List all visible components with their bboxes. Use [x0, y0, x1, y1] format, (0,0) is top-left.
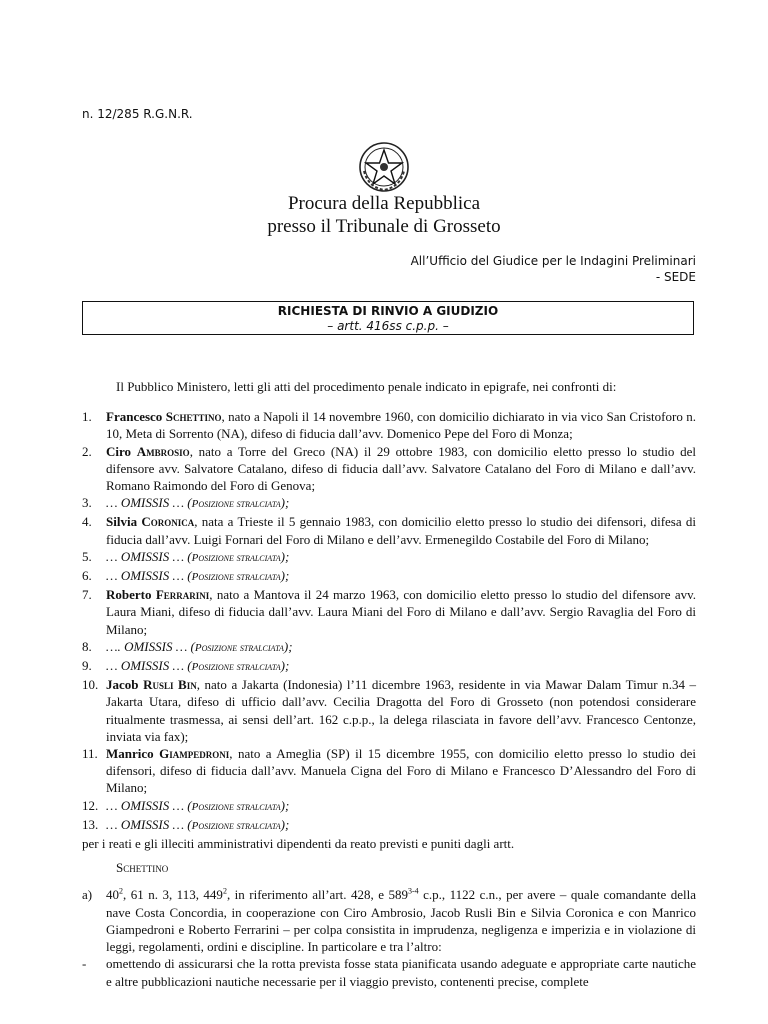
list-item: 11. Manrico Giampedroni, nato a Ameglia (SP) il 15 dicembre 1955, con domicilio eletto presso lo studio dei difensori, difeso di fiducia dall’avv. Manuela Cigna del Foro di Milano e Francesco D’Alessandro del Foro di Milano;	[82, 746, 697, 796]
list-item: 8. …. OMISSIS … (Posizione stralciata);	[82, 638, 293, 654]
document-body	[82, 378, 696, 990]
after-list-paragraph: per i reati e gli illeciti amministrativi dipendenti da reato previsti e puniti dagli artt.	[82, 836, 515, 852]
addressee-line-2: - SEDE	[655, 270, 696, 284]
addressee-line-1: All’Ufficio del Giudice per le Indagini Preliminari	[410, 254, 696, 268]
list-item: 4. Silvia Coronica, nata a Trieste il 5 gennaio 1983, con domicilio eletto presso lo studio dei difensori, difesa di fiducia dall’avv. Luigi Fornari del Foro di Milano e dell’avv. Ermenegildo Costabile del Foro di Milano;	[82, 514, 696, 547]
list-item: 5. … OMISSIS … (Posizione stralciata);	[82, 548, 290, 564]
charge-dash-item: - omettendo di assicurarsi che la rotta prevista fosse stata pianificata usando adeguate e appropriate carte nautiche e altre pubblicazioni nautiche necessarie per il viaggio previsto, contenenti precise, complete	[82, 956, 696, 989]
charge-a: a) $40^2$, 61 n. 3, 113, $449^2$, in riferimento all’art. 428, e 589$^{3-4}$ c.p., 1122 c.n., per avere – quale comandante della nave Costa Concordia, in cooperazione con Ciro Ambrosio, Jacob Rusli Bin e Silvia Coronica e con Manrico Giampedroni e Roberto Ferrarini – per colpa consistita in imprudenza, negligenza e imperizia e in violazione di leggi, regolamenti, ordini e discipline. In particolare e tra l’altro:	[82, 887, 697, 955]
office-title	[0, 192, 768, 238]
defendants-list	[82, 408, 696, 835]
list-item: 12. … OMISSIS … (Posizione stralciata);	[82, 797, 290, 813]
request-subtitle: – artt. 416ss c.p.p. –	[327, 319, 449, 333]
list-item: 1. Francesco Schettino, nato a Napoli il 14 novembre 1960, con domicilio dichiarato in via vico San Cristoforo n. 10, Meta di Sorrento (NA), difeso di fiducia dall’avv. Domenico Pepe del Foro di Monza;	[82, 409, 696, 442]
section-heading: Schettino	[116, 860, 169, 876]
case-number: n. 12/285 R.G.N.R.	[82, 107, 193, 121]
republic-emblem-icon	[358, 141, 410, 193]
request-title: RICHIESTA DI RINVIO A GIUDIZIO	[277, 304, 499, 318]
office-line-1: Procura della Repubblica	[287, 193, 481, 214]
list-item: 2. Ciro Ambrosio, nato a Torre del Greco (NA) il 29 ottobre 1983, con domicilio eletto presso lo studio del difensore avv. Salvatore Catalano, difeso di fiducia dall’avv. Salvatore Catalano del Foro di Milano e dall’avv. Romano Raimondo del Foro di Genova;	[82, 443, 697, 494]
list-item: 3. … OMISSIS … (Posizione stralciata);	[82, 495, 290, 511]
addressee	[411, 253, 696, 285]
request-title-box	[82, 301, 694, 335]
list-item: 6. … OMISSIS … (Posizione stralciata);	[82, 568, 290, 584]
list-item: 9. … OMISSIS … (Posizione stralciata);	[82, 658, 290, 674]
list-item: 7. Roberto Ferrarini, nato a Mantova il 24 marzo 1963, con domicilio eletto presso lo studio del difensore avv. Laura Miani, difeso di fiducia dall’avv. Laura Miani del Foro di Milano e dall’avv. Sergio Ravaglia del Foro di Milano;	[82, 587, 696, 637]
office-line-2: presso il Tribunale di Grosseto	[267, 216, 501, 237]
intro-paragraph: Il Pubblico Ministero, letti gli atti del procedimento penale indicato in epigrafe, nei confronti di:	[116, 379, 617, 394]
list-item: 10. Jacob Rusli Bin, nato a Jakarta (Indonesia) l’11 dicembre 1963, residente in via Mawar Dalam Timur n.34 – Jakarta Utara, difeso di ufficio dall’avv. Cecilia Dragotta del Foro di Grosseto (non potendosi considerare ritualmente trasmessa, ai sensi dell’art. 162 c.p.p., la delega rilasciata in favore dell’avv. Francesco Centonze, inviata via fax);	[82, 677, 697, 744]
list-item: 13. … OMISSIS … (Posizione stralciata);	[82, 816, 290, 832]
